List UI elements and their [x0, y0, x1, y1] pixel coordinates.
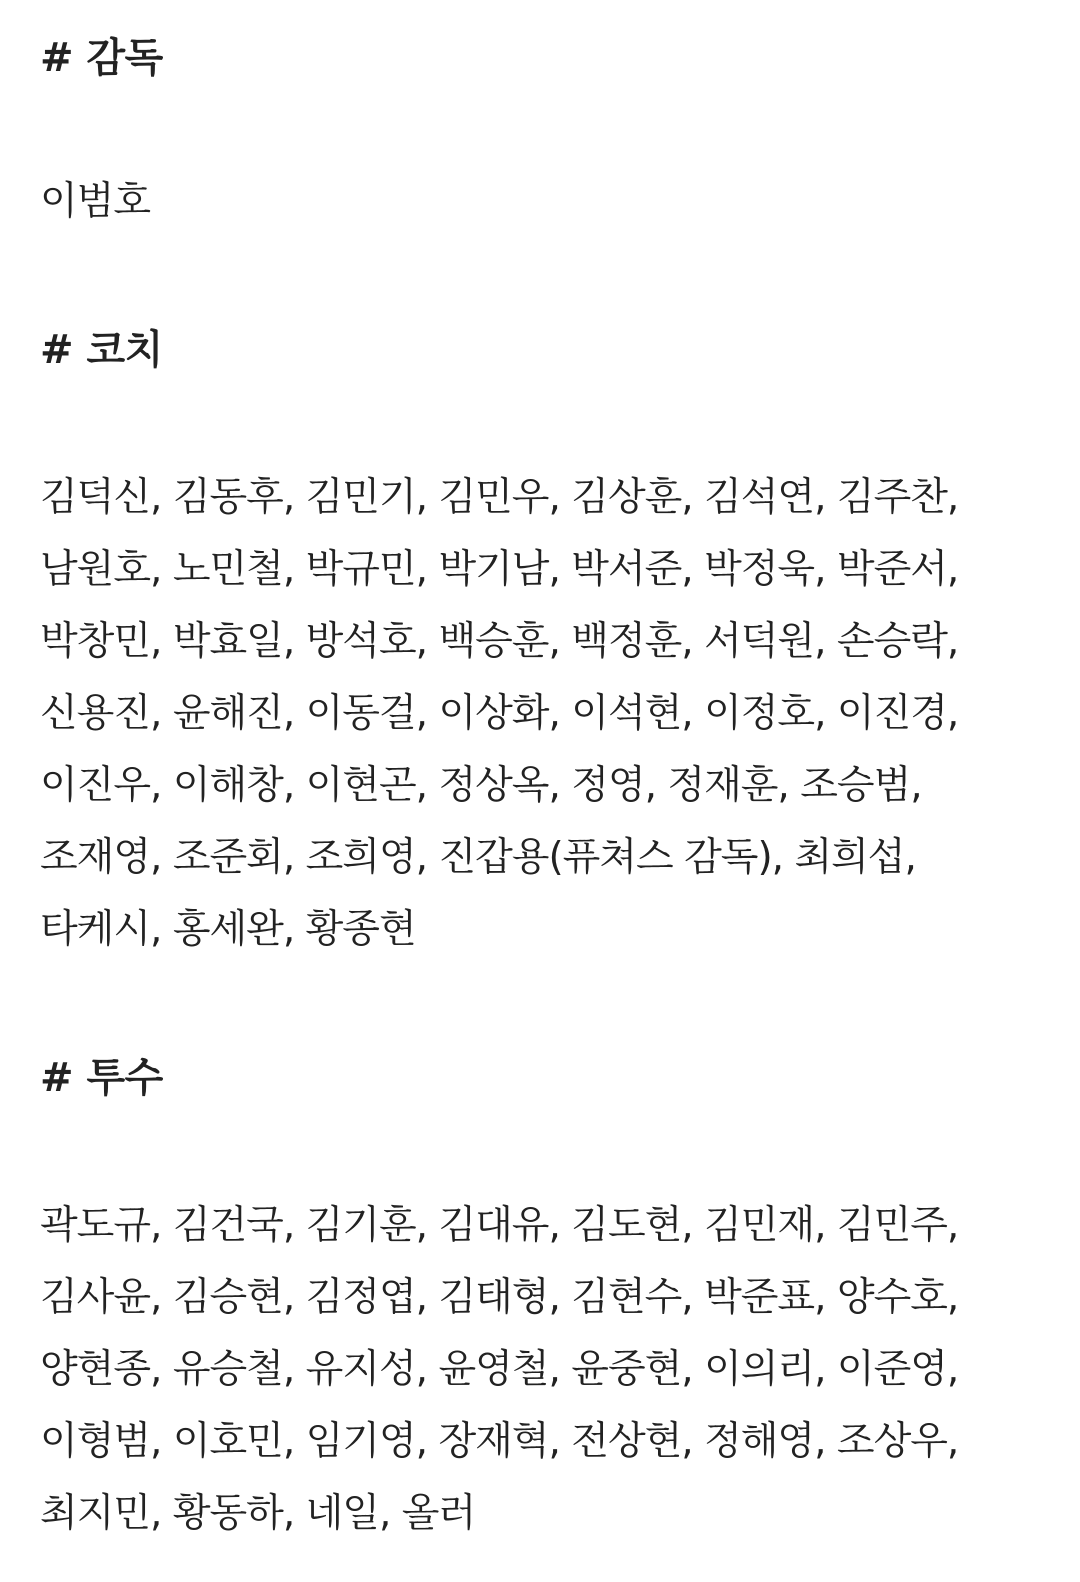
pitcher-text-block [40, 1190, 1040, 1550]
director-text-block [40, 166, 1040, 238]
pitcher-heading-block [40, 1050, 1040, 1106]
coach-text-block [40, 462, 1040, 966]
director-heading-block [40, 30, 1040, 86]
pitcher-heading: # 투수 [40, 1055, 163, 1101]
coach-names: 김덕신, 김동후, 김민기, 김민우, 김상훈, 김석연, 김주찬, 남원호, 노민철, 박규민, 박기남, 박서준, 박정욱, 박준서, 박창민, 박효일, 방석호, 백승훈, 백정훈, 서덕원, 손승락, 신용진, 윤해진, 이동걸, 이상화, 이석현, 이정호, 이진경, 이진우, 이해창, 이현곤, 정상옥, 정영, 정재훈, 조승범, 조재영, 조준회, 조희영, 진갑용(퓨쳐스 감독), 최희섭, 타케시, 홍세완, 황종현 [40, 475, 959, 952]
director-names: 이범호 [40, 179, 151, 224]
coach-heading: # 코치 [40, 327, 163, 373]
pitcher-names: 곽도규, 김건국, 김기훈, 김대유, 김도현, 김민재, 김민주, 김사윤, 김승현, 김정엽, 김태형, 김현수, 박준표, 양수호, 양현종, 유승철, 유지성, 윤영철, 윤중현, 이의리, 이준영, 이형범, 이호민, 임기영, 장재혁, 전상현, 정해영, 조상우, 최지민, 황동하, 네일, 올러 [40, 1203, 959, 1536]
director-heading: # 감독 [40, 35, 163, 81]
coach-heading-block [40, 322, 1040, 378]
